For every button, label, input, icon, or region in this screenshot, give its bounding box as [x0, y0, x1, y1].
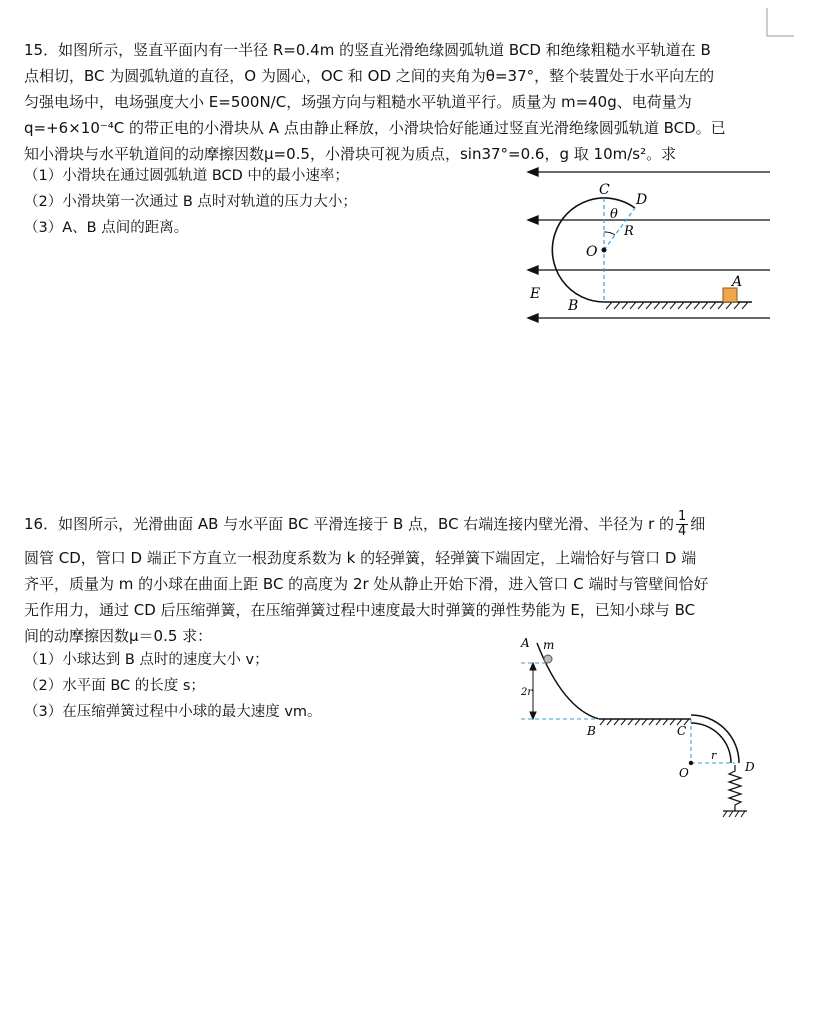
centre-point-o: [602, 248, 607, 253]
q16-line: 圆管 CD，管口 D 端正下方直立一根劲度系数为 k 的轻弹簧，轻弹簧下端固定，上端恰好与管口 D 端: [24, 549, 697, 567]
q15-line: 15．如图所示，竖直平面内有一半径 R=0.4m 的竖直光滑绝缘圆弧轨道 BCD 和绝缘粗糙水平轨道在 B: [24, 41, 711, 59]
q16-line1-tail: 细: [690, 515, 706, 533]
label-c: C: [599, 182, 610, 198]
quarter-fraction: [676, 510, 688, 539]
q15-line: 知小滑块与水平轨道间的动摩擦因数μ=0.5，小滑块可视为质点，sin37°=0.6，g 取 10m/s²。求: [24, 145, 677, 163]
label-a: A: [521, 636, 530, 650]
angle-theta-arc: [604, 232, 615, 235]
label-2r: 2r: [521, 687, 533, 698]
label-d: D: [745, 760, 755, 774]
q16-line: 齐平，质量为 m 的小球在曲面上距 BC 的高度为 2r 处从静止开始下滑，进入管口 C 端时与管壁间恰好: [24, 575, 709, 593]
label-c: C: [677, 724, 687, 738]
q16-line: 间的动摩擦因数μ＝0.5 求：: [24, 627, 213, 645]
page-corner-mark: [766, 8, 794, 38]
curved-slope-ab: [537, 643, 599, 719]
label-o: O: [586, 244, 598, 260]
q16-figure: [515, 635, 775, 825]
ground-hatching: [606, 302, 748, 309]
label-b: B: [568, 298, 579, 314]
fraction-numerator: 1: [678, 509, 687, 524]
q16-subquestion-1: （1）小球达到 B 点时的速度大小 v；: [24, 652, 269, 668]
centre-point-o: [689, 761, 693, 765]
base-hatching: [723, 811, 745, 817]
q16-subquestion-3: （3）在压缩弹簧过程中小球的最大速度 vm。: [24, 704, 322, 720]
label-r: R: [624, 224, 634, 239]
label-b: B: [587, 724, 596, 738]
q16-subquestion-2: （2）水平面 BC 的长度 s；: [24, 678, 205, 694]
q15-line: 匀强电场中，电场强度大小 E=500N/C，场强方向与粗糙水平轨道平行。质量为 m=40g、电荷量为: [24, 93, 692, 111]
q16-line: 无作用力，通过 CD 后压缩弹簧，在压缩弹簧过程中速度最大时弹簧的弹性势能为 E，已知小球与 BC: [24, 601, 696, 619]
q16-line1-text: 16．如图所示，光滑曲面 AB 与水平面 BC 平滑连接于 B 点，BC 右端连接内壁光滑、半径为 r 的: [24, 515, 675, 533]
label-e: E: [530, 286, 541, 302]
label-o: O: [679, 766, 689, 780]
q15-line: 点相切，BC 为圆弧轨道的直径，O 为圆心，OC 和 OD 之间的夹角为θ=37°，整个装置处于水平向左的: [24, 67, 715, 85]
label-a: A: [732, 274, 743, 290]
q15-subquestion-1: （1）小滑块在通过圆弧轨道 BCD 中的最小速率；: [24, 168, 349, 184]
q15-subquestion-3: （3）A、B 点间的距离。: [24, 220, 189, 236]
label-theta: θ: [610, 207, 618, 222]
label-r: r: [711, 749, 717, 762]
q15-figure: [520, 160, 780, 330]
q16-line: [24, 510, 705, 539]
label-m: m: [543, 638, 555, 652]
label-d: D: [636, 192, 648, 208]
spring: [729, 765, 741, 811]
ball-m: [544, 655, 552, 663]
fraction-denominator: 4: [678, 524, 687, 539]
bc-hatching: [600, 719, 689, 725]
q15-line: q=+6×10⁻⁴C 的带正电的小滑块从 A 点由静止释放，小滑块恰好能通过竖直光滑绝缘圆弧轨道 BCD。已: [24, 119, 726, 137]
q15-subquestion-2: （2）小滑块第一次通过 B 点时对轨道的压力大小；: [24, 194, 357, 210]
sliding-block-a: [723, 288, 737, 302]
